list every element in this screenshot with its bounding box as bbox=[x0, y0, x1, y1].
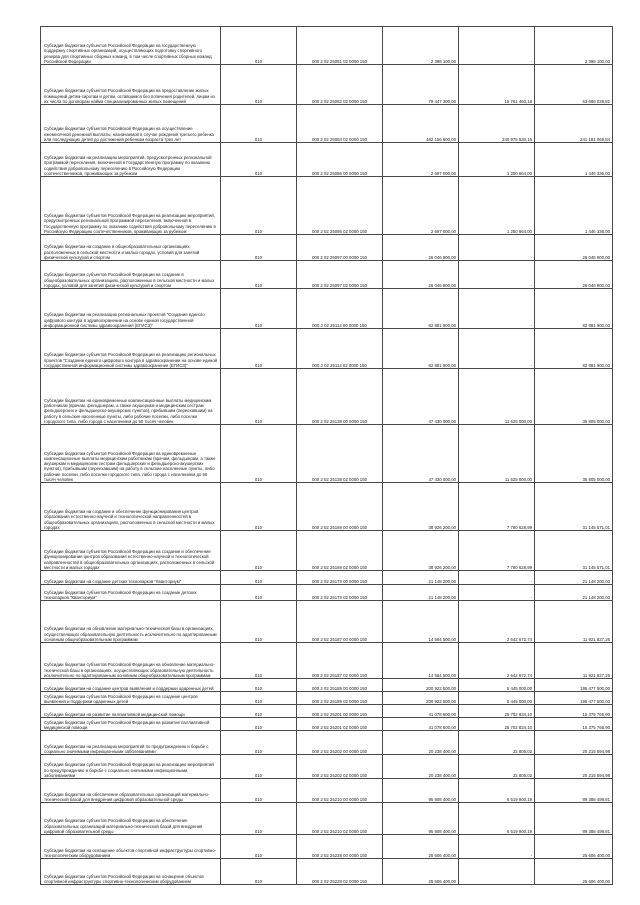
row-name-text: Субсидии бюджетам субъектов Российской Федерации на предоставление жилых помещений детям-сиротам и детям, оставшимся без попечения родителей, лицам из их числа по договорам найма специализированных жилых помещений bbox=[44, 88, 215, 104]
row-approved-cell: 2 697 000,00 bbox=[383, 177, 459, 235]
row-name-text: Субсидии бюджетам субъектов Российской Федерации на осуществление ежемесячной денежной выплаты, назначаемой в случае рождения третьего ребенка или последующих детей до достижения ребенком возраста трех лет bbox=[44, 126, 214, 142]
row-remaining-cell: 82 881 900,00 bbox=[535, 329, 613, 369]
row-approved-cell: 82 881 900,00 bbox=[383, 329, 459, 369]
row-name-cell bbox=[41, 692, 221, 705]
row-remaining-cell: 89 388 499,81 bbox=[535, 803, 613, 835]
row-executed-cell: 240 975 530,16 bbox=[459, 105, 535, 143]
row-approved-cell: 82 881 900,00 bbox=[383, 289, 459, 329]
row-remaining-cell: 25 606 400,00 bbox=[535, 835, 613, 859]
row-executed-cell: - bbox=[459, 27, 535, 65]
row-code-cell: 010 bbox=[221, 835, 297, 859]
row-code-cell: 010 bbox=[221, 235, 297, 261]
row-approved-cell: 20 238 400,00 bbox=[383, 731, 459, 755]
row-remaining-cell: 31 145 571,01 bbox=[535, 531, 613, 571]
row-executed-cell: - bbox=[459, 859, 535, 885]
row-name-text: Субсидии бюджетам субъектов Российской Федерации на создание детских технопарков "Кванториум" bbox=[44, 589, 197, 600]
row-executed-cell: 22 805,02 bbox=[459, 731, 535, 755]
row-code-cell: 010 bbox=[221, 718, 297, 731]
row-executed-cell: 22 805,02 bbox=[459, 755, 535, 779]
row-executed-cell: 11 625 000,00 bbox=[459, 425, 535, 483]
row-remaining-cell: 15 375 765,90 bbox=[535, 718, 613, 731]
row-kbk-cell: 000 2 02 25084 02 0000 150 bbox=[297, 105, 383, 143]
row-approved-cell: 47 430 000,00 bbox=[383, 369, 459, 425]
row-executed-cell: - bbox=[459, 571, 535, 585]
row-name-text: Субсидии бюджетам на оснащение объектов спортивной инфраструктуры спортивно-технологическим оборудованием bbox=[44, 847, 217, 858]
row-code-cell: 010 bbox=[221, 585, 297, 601]
row-name-text: Субсидии бюджетам на реализацию региональных проектов "Создание единого цифрового контура в здравоохранении на основе единой государственной информационной системы здравоохранения (ЕГИСЗ)" bbox=[44, 312, 205, 328]
row-name-cell bbox=[41, 143, 221, 177]
row-name-cell bbox=[41, 65, 221, 105]
row-name-text: Субсидии бюджетам на развитие паллиативной медицинской помощи bbox=[44, 711, 185, 717]
row-kbk-cell: 000 2 02 25228 00 0000 150 bbox=[297, 835, 383, 859]
row-code-cell: 010 bbox=[221, 643, 297, 679]
row-remaining-cell: 35 805 000,00 bbox=[535, 425, 613, 483]
row-kbk-cell: 000 2 02 25138 00 0000 150 bbox=[297, 369, 383, 425]
row-code-cell: 010 bbox=[221, 369, 297, 425]
row-executed-cell: - bbox=[459, 329, 535, 369]
row-name-cell bbox=[41, 531, 221, 571]
row-name-text: Субсидии бюджетам субъектов Российской Федерации на реализацию мероприятий по предупреждению и борьбе с социально значимыми инфекционными заболеваниями bbox=[44, 762, 214, 778]
row-name-cell bbox=[41, 105, 221, 143]
revenue-execution-table bbox=[40, 26, 613, 885]
row-code-cell: 010 bbox=[221, 571, 297, 585]
table-row bbox=[41, 483, 613, 531]
row-name-cell bbox=[41, 731, 221, 755]
row-code-cell: 010 bbox=[221, 289, 297, 329]
table-row bbox=[41, 329, 613, 369]
row-kbk-cell: 000 2 02 25189 02 0000 150 bbox=[297, 692, 383, 705]
row-name-cell bbox=[41, 261, 221, 289]
row-name-text: Субсидии бюджетам на обеспечение образовательных организаций материально-технической базой для внедрения цифровой образовательной среды bbox=[44, 791, 210, 802]
row-code-cell: 010 bbox=[221, 177, 297, 235]
row-approved-cell: 25 606 400,00 bbox=[383, 835, 459, 859]
row-name-cell bbox=[41, 329, 221, 369]
row-approved-cell: 25 606 400,00 bbox=[383, 859, 459, 885]
row-kbk-cell: 000 2 02 25201 02 0000 150 bbox=[297, 718, 383, 731]
row-approved-cell: 2 398 100,00 bbox=[383, 27, 459, 65]
row-remaining-cell: 31 145 571,01 bbox=[535, 483, 613, 531]
row-code-cell: 010 bbox=[221, 705, 297, 718]
row-name-text: Субсидии бюджетам на реализацию мероприятий по предупреждению и борьбе с социально значимыми инфекционными заболеваниями bbox=[44, 743, 209, 754]
row-executed-cell: 5 445 000,00 bbox=[459, 692, 535, 705]
table-row bbox=[41, 859, 613, 885]
table-row bbox=[41, 755, 613, 779]
row-name-text: Субсидии бюджетам на создание и обеспечение функционирования центров образования естественно-научной и технологической направленностей в общеобразовательных организациях, расположенных в сельской местности и малых городах bbox=[44, 509, 215, 530]
row-kbk-cell: 000 2 02 25169 00 0000 150 bbox=[297, 483, 383, 531]
row-kbk-cell: 000 2 02 25114 00 0000 150 bbox=[297, 289, 383, 329]
table-row bbox=[41, 27, 613, 65]
row-code-cell: 010 bbox=[221, 105, 297, 143]
row-kbk-cell: 000 2 02 25138 02 0000 150 bbox=[297, 425, 383, 483]
row-code-cell: 010 bbox=[221, 679, 297, 692]
row-kbk-cell: 000 2 02 25210 00 0000 150 bbox=[297, 779, 383, 803]
row-approved-cell: 95 908 400,00 bbox=[383, 803, 459, 835]
row-executed-cell: - bbox=[459, 835, 535, 859]
row-code-cell: 010 bbox=[221, 859, 297, 885]
row-remaining-cell: 35 805 000,00 bbox=[535, 369, 613, 425]
row-approved-cell: 26 046 900,00 bbox=[383, 235, 459, 261]
row-name-text: Субсидии бюджетам субъектов Российской Федерации на создание в общеобразовательных организациях, расположенных в сельской местности и малых городах, условий для занятий физической культурой и спортом bbox=[44, 272, 215, 288]
table-row bbox=[41, 692, 613, 705]
row-name-text: Субсидии бюджетам на обновление материально-технической базы в организациях, осуществляющих образовательную деятельность исключительно по адаптированным основным общеобразовательным программам bbox=[44, 626, 217, 642]
row-name-cell bbox=[41, 177, 221, 235]
table-row bbox=[41, 143, 613, 177]
row-name-text: Субсидии бюджетам субъектов Российской Федерации на оснащение объектов спортивной инфраструктуры спортивно-технологическим оборудованием bbox=[44, 873, 204, 884]
row-approved-cell: 26 046 900,00 bbox=[383, 261, 459, 289]
row-remaining-cell: 82 881 900,00 bbox=[535, 289, 613, 329]
row-remaining-cell: 26 046 900,00 bbox=[535, 261, 613, 289]
row-remaining-cell: 195 477 500,00 bbox=[535, 679, 613, 692]
table-row bbox=[41, 835, 613, 859]
row-code-cell: 010 bbox=[221, 483, 297, 531]
row-name-text: Субсидии бюджетам субъектов Российской Федерации на создание центров выявления и поддержки одаренных детей bbox=[44, 693, 198, 704]
row-name-text: Субсидии бюджетам на единовременные компенсационные выплаты медицинским работникам (врачам, фельдшерам, а также акушеркам и медицинским сестрам фельдшерских и фельдшерско-акушерских пунктов), прибывшим (переехавшим) на работу в сельские населенные пункты, либо рабочие поселки, либо поселки городского типа, либо города с населением до 50 тысяч человек bbox=[44, 397, 213, 424]
row-remaining-cell: 26 046 900,00 bbox=[535, 235, 613, 261]
row-code-cell: 010 bbox=[221, 27, 297, 65]
row-name-text: Субсидии бюджетам на создание детских технопарков "Кванториум" bbox=[44, 578, 182, 584]
table-row bbox=[41, 261, 613, 289]
row-kbk-cell: 000 2 02 25082 02 0000 150 bbox=[297, 65, 383, 105]
row-name-cell bbox=[41, 643, 221, 679]
table-row bbox=[41, 65, 613, 105]
table-row bbox=[41, 177, 613, 235]
table-row bbox=[41, 731, 613, 755]
row-name-cell bbox=[41, 859, 221, 885]
row-executed-cell: 15 761 460,18 bbox=[459, 65, 535, 105]
row-approved-cell: 38 926 200,00 bbox=[383, 483, 459, 531]
row-code-cell: 010 bbox=[221, 779, 297, 803]
row-kbk-cell: 000 2 02 25187 02 0000 150 bbox=[297, 643, 383, 679]
row-name-text: Субсидии бюджетам субъектов Российской Федерации на единовременные компенсационные выплаты медицинским работникам (врачам, фельдшерам, а также акушеркам и медицинским сестрам фельдшерских и фельдшерско-акушерских пунктов), прибывшим (переехавшим) на работу в сельские населенные пункты, либо рабочие поселки, либо поселки городского типа, либо города с населением до 50 тысяч человек bbox=[44, 450, 216, 482]
row-name-text: Субсидии бюджетам субъектов Российской Федерации на реализацию мероприятий, предусмотренных региональной программой переселения, включенной в Государственную программу по оказанию содействия добровольному переселению в Российскую Федерацию соотечественников, проживающих за рубежом bbox=[44, 213, 216, 234]
row-executed-cell: - bbox=[459, 289, 535, 329]
row-name-cell bbox=[41, 705, 221, 718]
row-executed-cell: - bbox=[459, 585, 535, 601]
row-remaining-cell: 20 215 594,98 bbox=[535, 731, 613, 755]
table-row bbox=[41, 803, 613, 835]
row-name-cell bbox=[41, 835, 221, 859]
table-row bbox=[41, 425, 613, 483]
row-remaining-cell: 25 606 400,00 bbox=[535, 859, 613, 885]
row-approved-cell: 95 908 400,00 bbox=[383, 779, 459, 803]
row-code-cell: 010 bbox=[221, 731, 297, 755]
row-approved-cell: 14 564 500,00 bbox=[383, 601, 459, 643]
row-executed-cell: - bbox=[459, 235, 535, 261]
row-code-cell: 010 bbox=[221, 692, 297, 705]
table-row bbox=[41, 601, 613, 643]
row-name-text: Субсидии бюджетам на реализацию мероприятий, предусмотренных региональной программой переселения, включенной в Государственную программу по оказанию содействия добровольному переселению в Российскую Федерацию соотечественников, проживающих за рубежом bbox=[44, 155, 212, 176]
row-approved-cell: 482 156 600,00 bbox=[383, 105, 459, 143]
row-executed-cell: 7 780 628,99 bbox=[459, 483, 535, 531]
row-code-cell: 010 bbox=[221, 755, 297, 779]
row-name-text: Субсидии бюджетам на создание в общеобразовательных организациях, расположенных в сельской местности и малых городах, условий для занятий физической культурой и спортом bbox=[44, 244, 200, 260]
row-approved-cell: 20 238 400,00 bbox=[383, 755, 459, 779]
row-name-cell bbox=[41, 679, 221, 692]
row-remaining-cell: 15 375 765,90 bbox=[535, 705, 613, 718]
row-kbk-cell: 000 2 02 25173 00 0000 150 bbox=[297, 571, 383, 585]
row-kbk-cell: 000 2 02 25114 02 0000 150 bbox=[297, 329, 383, 369]
row-code-cell: 010 bbox=[221, 143, 297, 177]
row-kbk-cell: 000 2 02 25086 02 0000 150 bbox=[297, 177, 383, 235]
row-remaining-cell: 21 148 200,00 bbox=[535, 585, 613, 601]
budget-report-sheet bbox=[40, 26, 612, 885]
row-approved-cell: 200 922 500,00 bbox=[383, 692, 459, 705]
row-name-cell bbox=[41, 601, 221, 643]
row-name-cell bbox=[41, 755, 221, 779]
row-executed-cell: 6 519 900,19 bbox=[459, 803, 535, 835]
row-name-text: Субсидии бюджетам субъектов Российской Федерации на обеспечение образовательных организаций материально-технической базой для внедрения цифровой образовательной среды bbox=[44, 818, 203, 834]
table-row bbox=[41, 679, 613, 692]
row-kbk-cell: 000 2 02 25228 02 0000 150 bbox=[297, 859, 383, 885]
row-remaining-cell: 89 388 499,81 bbox=[535, 779, 613, 803]
row-name-cell bbox=[41, 571, 221, 585]
row-approved-cell: 21 148 200,00 bbox=[383, 571, 459, 585]
row-executed-cell: 2 642 672,74 bbox=[459, 601, 535, 643]
table-row bbox=[41, 718, 613, 731]
table-row bbox=[41, 105, 613, 143]
row-name-cell bbox=[41, 289, 221, 329]
row-approved-cell: 2 697 000,00 bbox=[383, 143, 459, 177]
row-approved-cell: 200 922 500,00 bbox=[383, 679, 459, 692]
row-kbk-cell: 000 2 02 25173 02 0000 150 bbox=[297, 585, 383, 601]
row-remaining-cell: 20 215 594,98 bbox=[535, 755, 613, 779]
row-code-cell: 010 bbox=[221, 803, 297, 835]
row-approved-cell: 14 564 500,00 bbox=[383, 643, 459, 679]
row-remaining-cell: 241 181 069,84 bbox=[535, 105, 613, 143]
table-row bbox=[41, 289, 613, 329]
table-row bbox=[41, 643, 613, 679]
row-name-cell bbox=[41, 483, 221, 531]
row-name-cell bbox=[41, 585, 221, 601]
table-body bbox=[41, 27, 613, 885]
row-approved-cell: 38 926 200,00 bbox=[383, 531, 459, 571]
row-name-cell bbox=[41, 369, 221, 425]
row-remaining-cell: 2 398 100,00 bbox=[535, 27, 613, 65]
table-row bbox=[41, 235, 613, 261]
row-name-cell bbox=[41, 718, 221, 731]
row-approved-cell: 47 430 000,00 bbox=[383, 425, 459, 483]
row-code-cell: 010 bbox=[221, 261, 297, 289]
table-row bbox=[41, 779, 613, 803]
row-executed-cell: 6 519 900,19 bbox=[459, 779, 535, 803]
row-approved-cell: 79 447 300,00 bbox=[383, 65, 459, 105]
row-name-cell bbox=[41, 27, 221, 65]
row-code-cell: 010 bbox=[221, 425, 297, 483]
row-executed-cell: 25 702 834,10 bbox=[459, 705, 535, 718]
row-kbk-cell: 000 2 02 25202 02 0000 150 bbox=[297, 755, 383, 779]
row-name-cell bbox=[41, 235, 221, 261]
row-approved-cell: 21 148 200,00 bbox=[383, 585, 459, 601]
row-kbk-cell: 000 2 02 25081 02 0000 150 bbox=[297, 27, 383, 65]
row-kbk-cell: 000 2 02 25202 00 0000 150 bbox=[297, 731, 383, 755]
table-row bbox=[41, 705, 613, 718]
row-remaining-cell: 1 446 336,00 bbox=[535, 177, 613, 235]
row-name-text: Субсидии бюджетам на создание центров выявления и поддержки одаренных детей bbox=[44, 685, 214, 691]
row-name-text: Субсидии бюджетам субъектов Российской Федерации на развитие паллиативной медицинской помощи bbox=[44, 719, 210, 730]
row-kbk-cell: 000 2 02 25086 00 0000 150 bbox=[297, 143, 383, 177]
table-row bbox=[41, 531, 613, 571]
row-executed-cell: 2 642 672,74 bbox=[459, 643, 535, 679]
row-name-text: Субсидии бюджетам субъектов Российской Федерации на реализацию региональных проектов "Создание единого цифрового контура в здравоохранении на основе единой государственной информационной системы здравоохранения (ЕГИСЗ)" bbox=[44, 352, 218, 368]
row-kbk-cell: 000 2 02 25189 00 0000 150 bbox=[297, 679, 383, 692]
row-code-cell: 010 bbox=[221, 65, 297, 105]
row-name-text: Субсидия бюджетам субъектов Российской Федерации на государственную поддержку спортивных организаций, осуществляющих подготовку спортивного резерва для спортивных сборных команд, в том числе спортивных сборных команд Российской Федерации bbox=[44, 43, 212, 64]
row-kbk-cell: 000 2 02 25201 00 0000 150 bbox=[297, 705, 383, 718]
row-executed-cell: 5 445 000,00 bbox=[459, 679, 535, 692]
row-remaining-cell: 63 686 039,82 bbox=[535, 65, 613, 105]
row-code-cell: 010 bbox=[221, 531, 297, 571]
row-executed-cell: - bbox=[459, 261, 535, 289]
row-name-cell bbox=[41, 803, 221, 835]
table-row bbox=[41, 571, 613, 585]
row-executed-cell: 1 250 664,00 bbox=[459, 177, 535, 235]
row-code-cell: 010 bbox=[221, 601, 297, 643]
row-executed-cell: 25 702 834,10 bbox=[459, 718, 535, 731]
row-kbk-cell: 000 2 02 25169 02 0000 150 bbox=[297, 531, 383, 571]
row-name-cell bbox=[41, 779, 221, 803]
row-kbk-cell: 000 2 02 25187 00 0000 150 bbox=[297, 601, 383, 643]
row-kbk-cell: 000 2 02 25097 00 0000 150 bbox=[297, 235, 383, 261]
table-row bbox=[41, 369, 613, 425]
row-kbk-cell: 000 2 02 25210 02 0000 150 bbox=[297, 803, 383, 835]
row-approved-cell: 41 078 600,00 bbox=[383, 705, 459, 718]
table-row bbox=[41, 585, 613, 601]
row-executed-cell: 11 625 000,00 bbox=[459, 369, 535, 425]
row-name-cell bbox=[41, 425, 221, 483]
row-name-text: Субсидии бюджетам субъектов Российской Федерации на обновление материально-технической базы в организациях, осуществляющих образовательную деятельность исключительно по адаптированным основным общеобразовательным программам bbox=[44, 662, 215, 678]
row-kbk-cell: 000 2 02 25097 02 0000 150 bbox=[297, 261, 383, 289]
row-code-cell: 010 bbox=[221, 329, 297, 369]
row-name-text: Субсидии бюджетам субъектов Российской Федерации на создание и обеспечение функционирования центров образования естественно-научной и технологической направленностей в общеобразовательных организациях, расположенных в сельской местности и малых городах bbox=[44, 549, 215, 570]
row-executed-cell: 1 250 664,00 bbox=[459, 143, 535, 177]
row-approved-cell: 41 078 600,00 bbox=[383, 718, 459, 731]
row-remaining-cell: 1 446 336,00 bbox=[535, 143, 613, 177]
row-remaining-cell: 11 921 827,26 bbox=[535, 643, 613, 679]
row-remaining-cell: 195 477 500,00 bbox=[535, 692, 613, 705]
row-executed-cell: 7 780 628,99 bbox=[459, 531, 535, 571]
row-remaining-cell: 11 921 827,26 bbox=[535, 601, 613, 643]
row-remaining-cell: 21 148 200,00 bbox=[535, 571, 613, 585]
